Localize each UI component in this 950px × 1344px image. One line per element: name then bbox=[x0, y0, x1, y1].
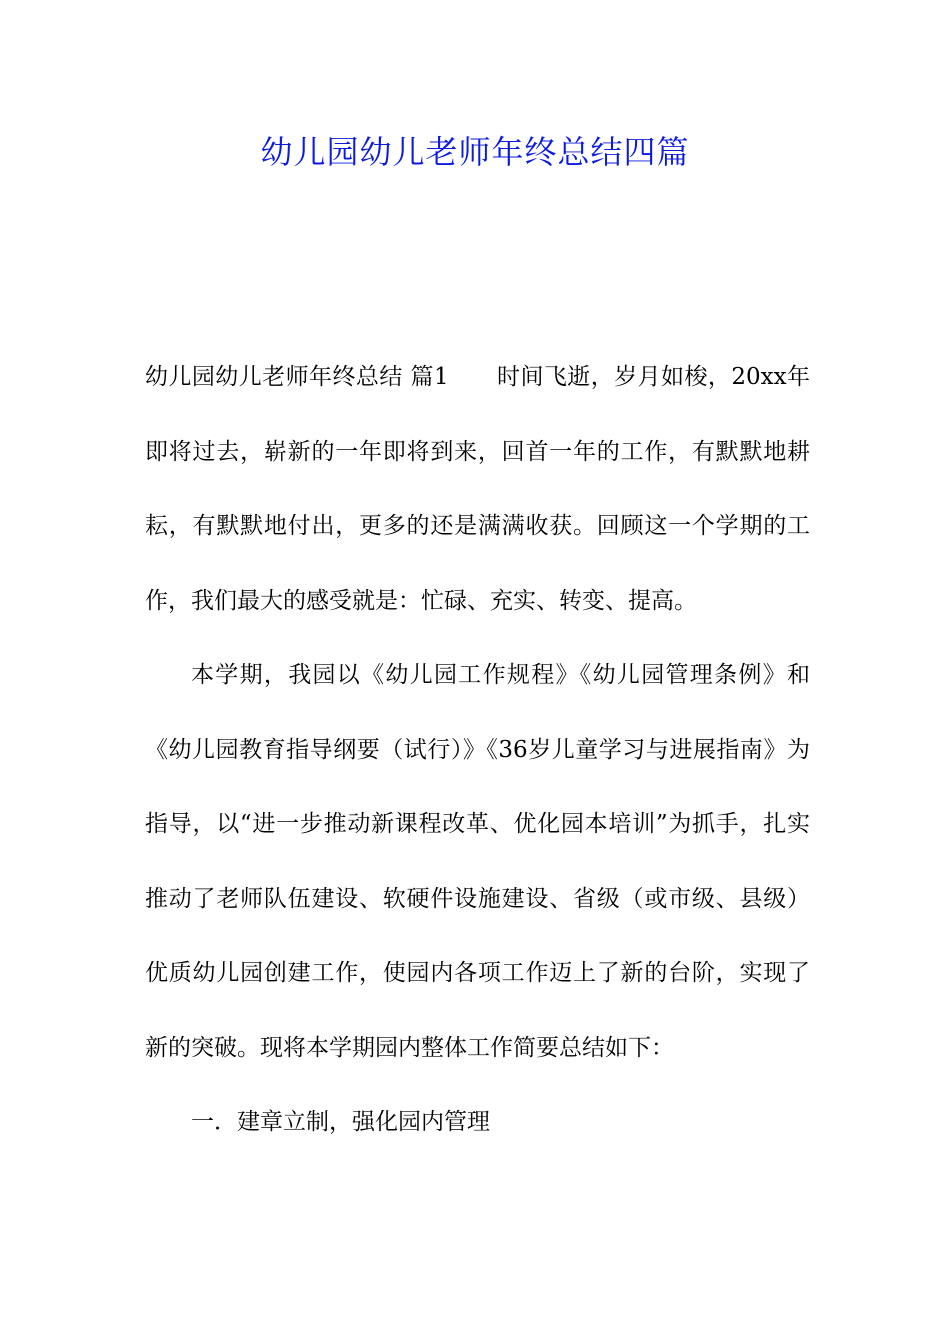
paragraph-2: 本学期，我园以《幼儿园工作规程》《幼儿园管理条例》和《幼儿园教育指导纲要（试行）》《36岁儿童学习与进展指南》为指导，以“进一步推动新课程改革、优化园本培训”为抓手，扎实推动了老师队伍建设、软硬件设施建设、省级（或市级、县级）优质幼儿园创建工作，使园内各项工作迈上了新的台阶，实现了新的突破。现将本学期园内整体工作简要总结如下： bbox=[145, 662, 810, 1061]
section-heading-1: 一．建章立制，强化园内管理 bbox=[191, 1109, 490, 1135]
paragraph-1 bbox=[145, 340, 810, 638]
paragraph-1-text: 时间飞逝，岁月如梭，20xx年即将过去，崭新的一年即将到来，回首一年的工作，有默默地耕耘，有默默地付出，更多的还是满满收获。回顾这一个学期的工作，我们最大的感受就是：忙碌、充实、转变、提高。 bbox=[145, 364, 810, 614]
section-label: 幼儿园幼儿老师年终总结 篇1 bbox=[145, 364, 449, 390]
document-body bbox=[145, 340, 810, 1160]
document-title: 幼儿园幼儿老师年终总结四篇 bbox=[260, 133, 690, 171]
